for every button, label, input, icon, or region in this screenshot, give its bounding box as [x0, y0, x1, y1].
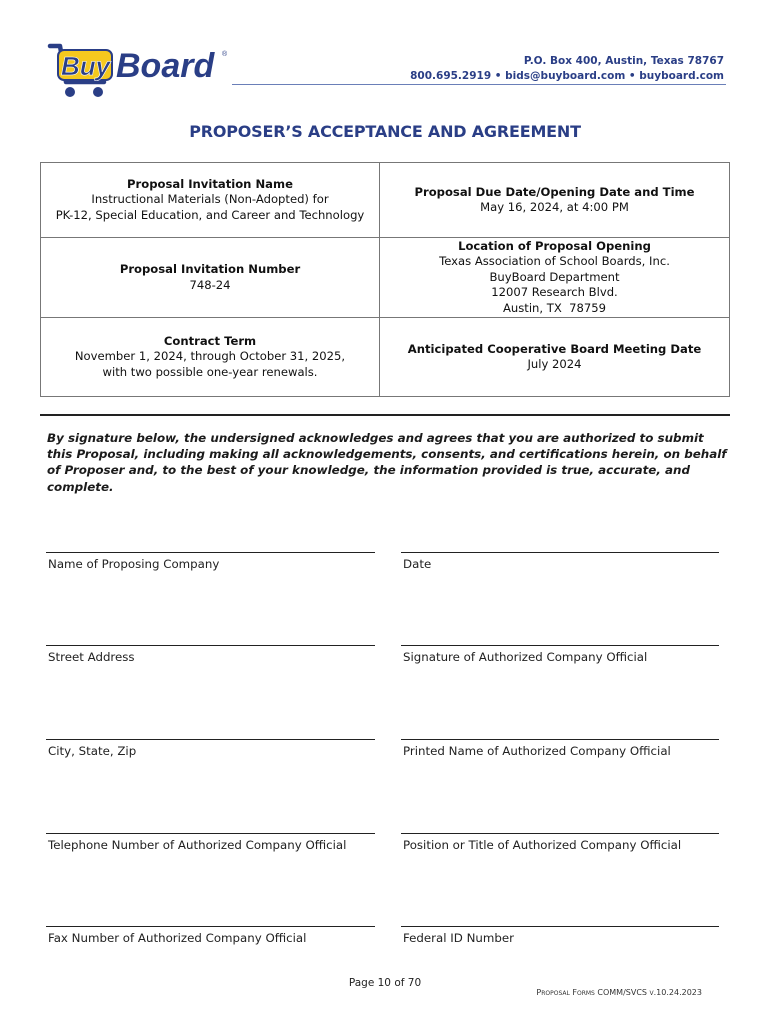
signature-line [401, 645, 719, 646]
section-divider [40, 414, 730, 416]
board-meeting-cell [379, 317, 730, 397]
location-line1: Texas Association of School Boards, Inc. [439, 254, 670, 269]
contract-term-heading: Contract Term [163, 333, 257, 348]
federal-id-label: Federal ID Number [403, 931, 514, 945]
form-version-code: Proposal Forms COMM/SVCS v.10.24.2023 [536, 988, 702, 997]
printed-name-label: Printed Name of Authorized Company Official [403, 744, 671, 758]
due-date-heading: Proposal Due Date/Opening Date and Time [414, 184, 695, 199]
location-heading: Location of Proposal Opening [458, 238, 651, 253]
header-rule [232, 84, 726, 85]
acknowledgement-statement: By signature below, the undersigned acknowledges and agrees that you are authorized to submit this Proposal, including making all acknowledgements, consents, and certifications herein, on behalf of Proposer and, to the best of your knowledge, the information provided is true, accurate, and complete. [47, 431, 727, 494]
city-state-zip-label: City, State, Zip [48, 744, 137, 758]
location-cell [379, 237, 730, 318]
mailing-address: P.O. Box 400, Austin, Texas 78767 [523, 55, 724, 67]
invitation-name-heading: Proposal Invitation Name [127, 176, 293, 191]
page-number: Page 10 of 70 [348, 977, 422, 989]
buyboard-logo [44, 38, 244, 102]
company-name-label: Name of Proposing Company [48, 557, 220, 571]
signature-line [46, 739, 375, 740]
contract-term-line2: with two possible one-year renewals. [102, 364, 318, 379]
signature-line [46, 926, 375, 927]
svg-text:Buy: Buy [61, 51, 111, 81]
signature-label: Signature of Authorized Company Official [403, 650, 648, 664]
signature-line [401, 833, 719, 834]
signature-line [401, 926, 719, 927]
location-line2: BuyBoard Department [489, 269, 620, 284]
telephone-label: Telephone Number of Authorized Company Official [48, 838, 347, 852]
position-title-label: Position or Title of Authorized Company Official [403, 838, 682, 852]
contract-term-line1: November 1, 2024, through October 31, 2025, [74, 349, 346, 364]
svg-text:Board: Board [116, 47, 215, 85]
invitation-name-line1: Instructional Materials (Non-Adopted) for [91, 192, 329, 207]
contact-info: 800.695.2919 • bids@buyboard.com • buyboard.com [410, 70, 724, 82]
signature-line [401, 739, 719, 740]
location-line4: Austin, TX 78759 [502, 300, 607, 315]
due-date-cell [379, 162, 730, 238]
date-label: Date [403, 557, 432, 571]
invitation-number-value: 748-24 [189, 277, 231, 292]
invitation-number-heading: Proposal Invitation Number [119, 262, 301, 276]
signature-line [46, 833, 375, 834]
signature-line [46, 645, 375, 646]
svg-text:®: ® [222, 51, 228, 58]
street-address-label: Street Address [48, 650, 135, 664]
location-line3: 12007 Research Blvd. [491, 285, 618, 300]
contract-term-cell [40, 317, 380, 397]
signature-line [401, 552, 719, 553]
board-meeting-heading: Anticipated Cooperative Board Meeting Date [407, 341, 702, 356]
board-meeting-value: July 2024 [527, 357, 582, 371]
invitation-number-cell [40, 237, 380, 318]
due-date-value: May 16, 2024, at 4:00 PM [480, 200, 629, 214]
page-title: PROPOSER’S ACCEPTANCE AND AGREEMENT [189, 122, 581, 141]
signature-line [46, 552, 375, 553]
invitation-name-line2: PK-12, Special Education, and Career and Technology [55, 207, 365, 222]
fax-label: Fax Number of Authorized Company Official [48, 931, 307, 945]
invitation-name-cell [40, 162, 380, 238]
